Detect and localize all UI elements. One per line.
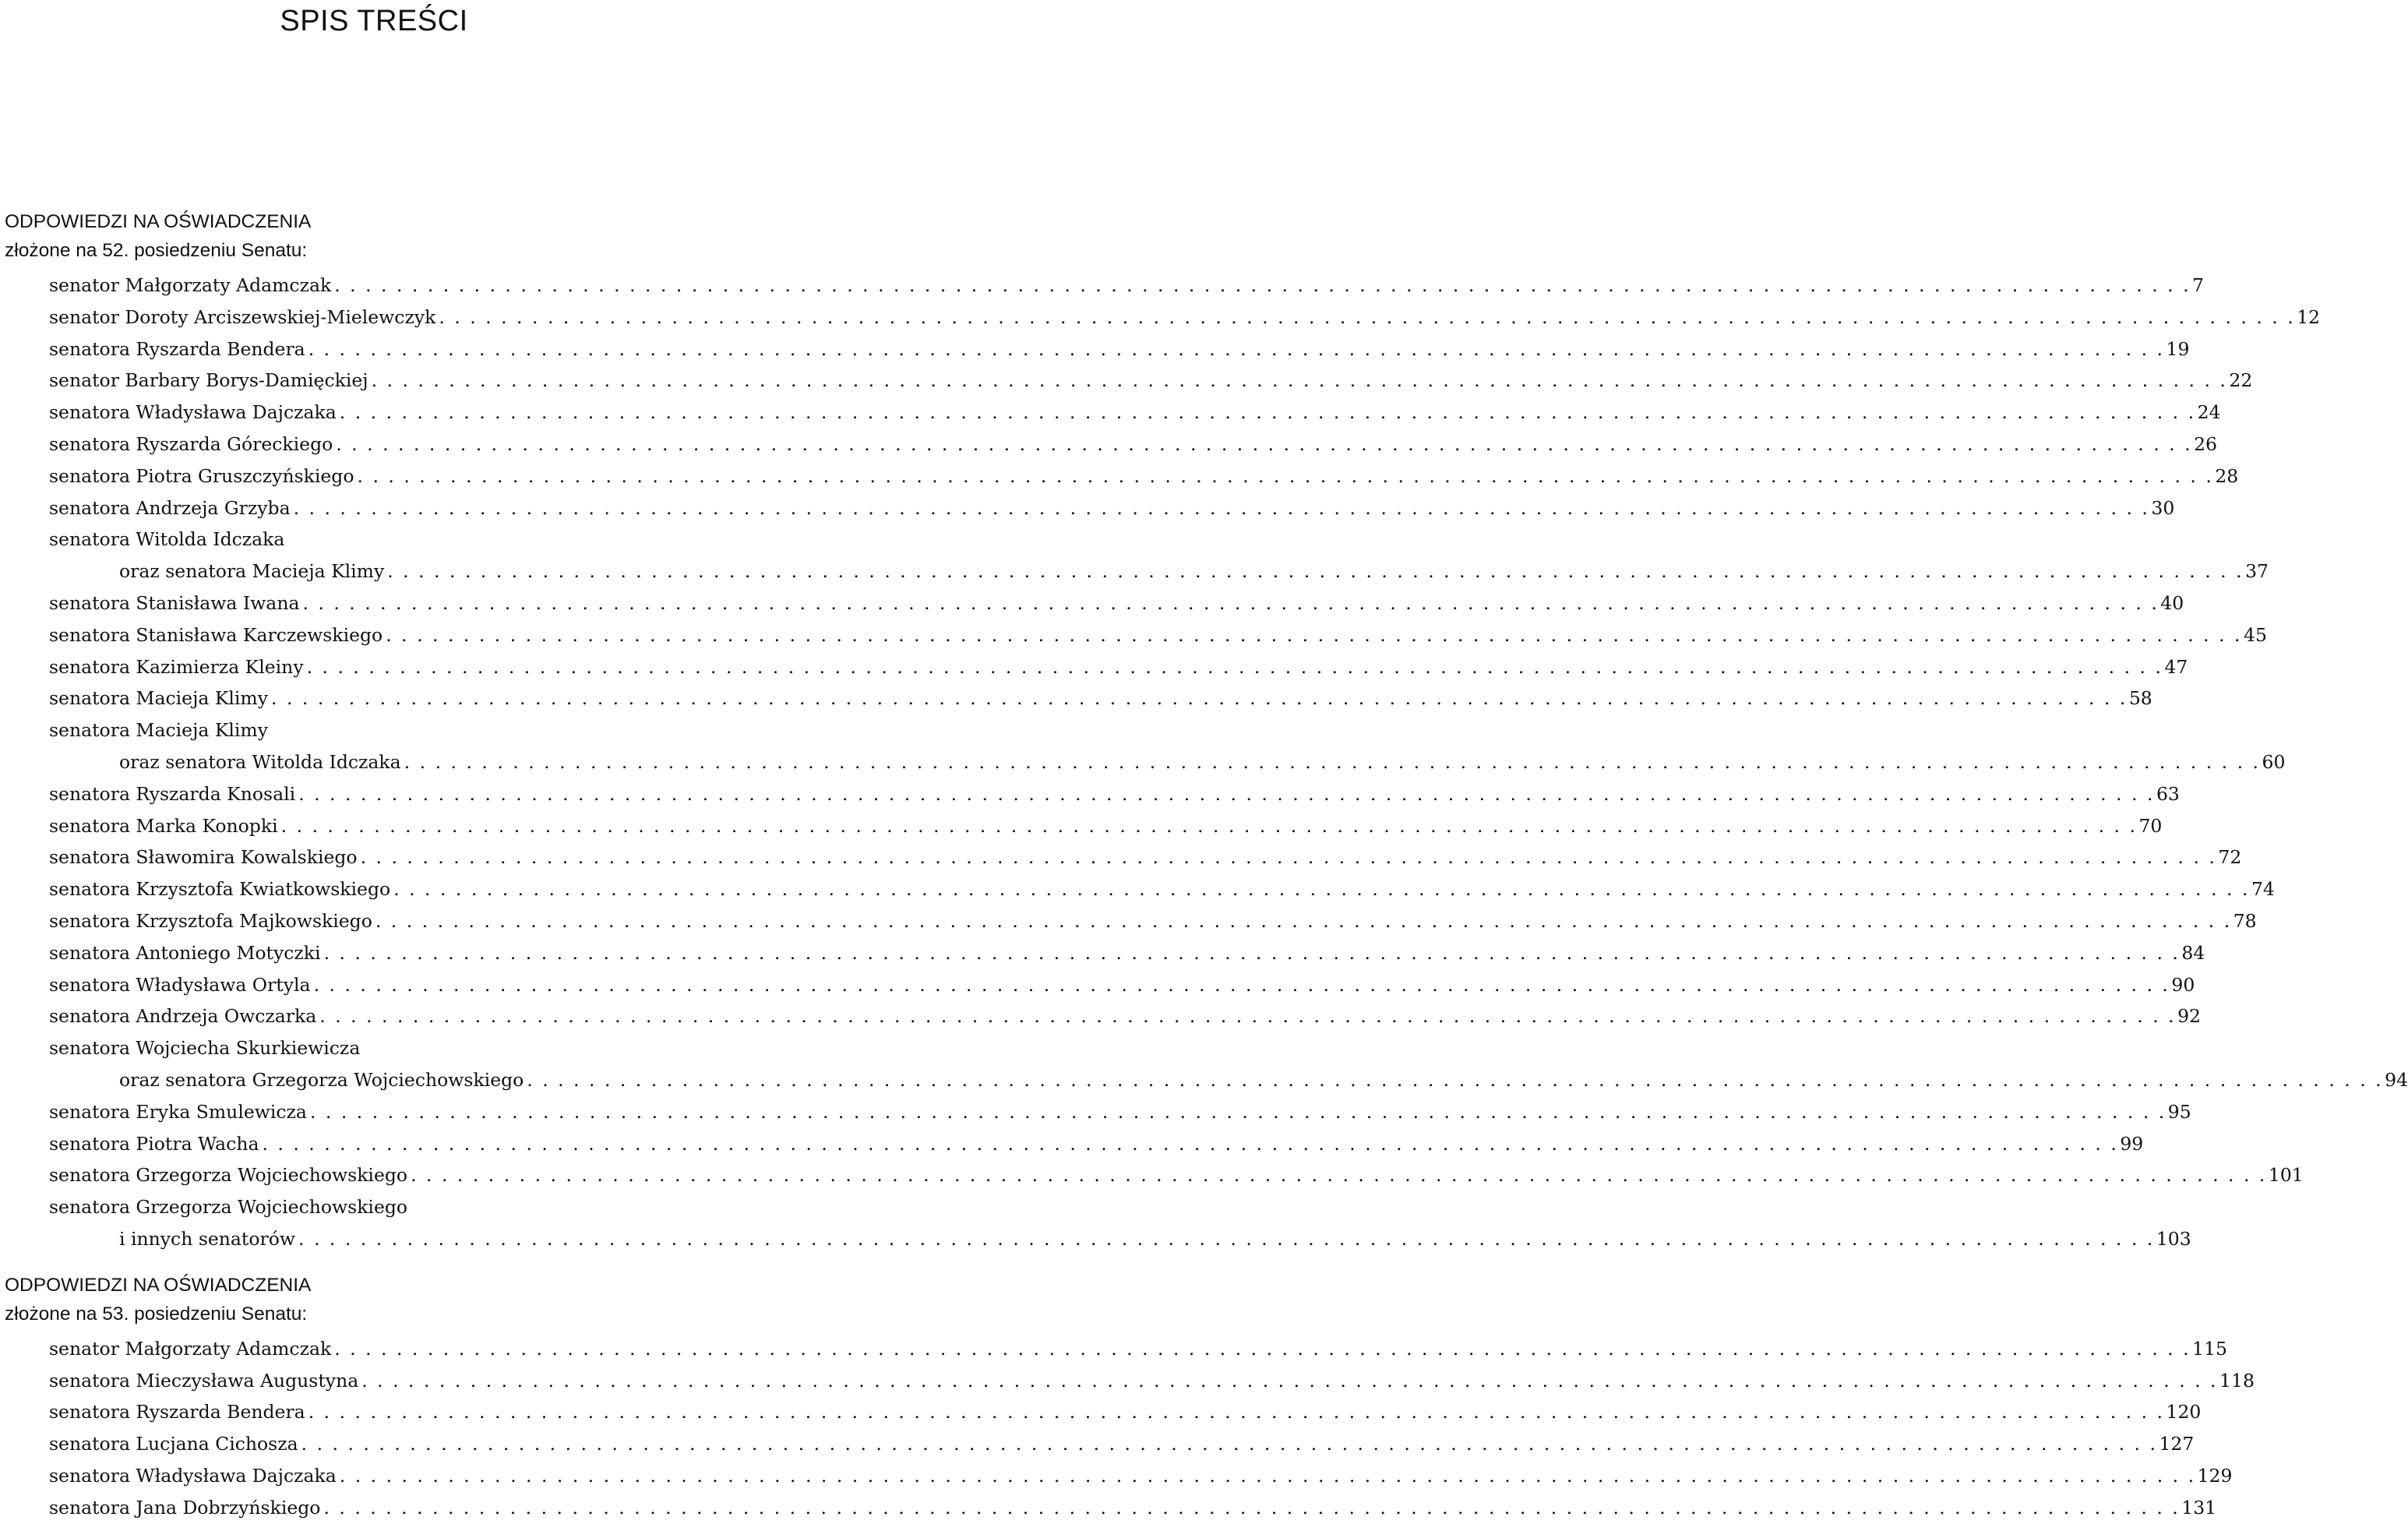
dot-leader: . . . . . . . . . . . . . . . . . . . . . . . . . . . . . . . . . . . . . . . . . . . . . . . . . . . . . . . . . . . . . . . . . . . . . . . . . . . . . . . . . . . . . . . . . . . . . . . . . . . . . . . . . . . . . . . . . . . . . . . . <box>271 687 2128 710</box>
toc-entry-name: senatora Andrzeja Grzyba <box>49 496 291 519</box>
toc-entry[interactable] <box>0 333 2190 365</box>
toc-entry[interactable] <box>0 1159 2304 1191</box>
toc-entry[interactable] <box>0 969 2195 1001</box>
toc-entry[interactable] <box>0 778 2180 810</box>
dot-leader: . . . . . . . . . . . . . . . . . . . . . . . . . . . . . . . . . . . . . . . . . . . . . . . . . . . . . . . . . . . . . . . . . . . . . . . . . . . . . . . . . . . . . . . . . . . . . . . . . . . . . . . . . . . . . . . . . . . . . . . . <box>308 337 2165 360</box>
toc-entry-page: 70 <box>2138 814 2163 837</box>
toc-entry-name: senatora Ryszarda Bendera <box>49 337 305 360</box>
section-subheading: złożone na 53. posiedzeniu Senatu: <box>5 1303 308 1325</box>
dot-leader: . . . . . . . . . . . . . . . . . . . . . . . . . . . . . . . . . . . . . . . . . . . . . . . . . . . . . . . . . . . . . . . . . . . . . . . . . . . . . . . . . . . . . . . . . . . . . . . . . . . . . . . . . . . . . . . . . . . . . . . . <box>306 655 2163 678</box>
toc-entry-page: 127 <box>2159 1433 2195 1455</box>
dot-leader: . . . . . . . . . . . . . . . . . . . . . . . . . . . . . . . . . . . . . . . . . . . . . . . . . . . . . . . . . . . . . . . . . . . . . . . . . . . . . . . . . . . . . . . . . . . . . . . . . . . . . . . . . . . . . . . . . . . . . . . . <box>360 846 2217 869</box>
toc-entry[interactable] <box>0 1365 2255 1397</box>
toc-entry-name: senatora Ryszarda Bendera <box>49 1401 305 1423</box>
toc-entry-name: senatora Andrzeja Owczarka <box>49 1005 317 1028</box>
toc-entry-name: senator Doroty Arciszewskiej-Mielewczyk <box>49 305 436 328</box>
toc-entry-name: senatora Kazimierza Kleiny <box>49 655 304 678</box>
toc-entry-name: oraz senatora Witolda Idczaka <box>119 750 401 773</box>
toc-entry[interactable] <box>0 1396 2202 1428</box>
toc-entry[interactable] <box>0 1428 2195 1460</box>
dot-leader: . . . . . . . . . . . . . . . . . . . . . . . . . . . . . . . . . . . . . . . . . . . . . . . . . . . . . . . . . . . . . . . . . . . . . . . . . . . . . . . . . . . . . . . . . . . . . . . . . . . . . . . . . . . . . . . . . . . . . . . . <box>361 1369 2219 1392</box>
toc-entry-first-line: senatora Wojciecha Skurkiewicza <box>49 1037 361 1060</box>
toc-entry-page: 22 <box>2229 369 2253 392</box>
toc-entry[interactable] <box>0 587 2184 619</box>
toc-entry-page: 95 <box>2167 1100 2191 1123</box>
dot-leader: . . . . . . . . . . . . . . . . . . . . . . . . . . . . . . . . . . . . . . . . . . . . . . . . . . . . . . . . . . . . . . . . . . . . . . . . . . . . . . . . . . . . . . . . . . . . . . . . . . . . . . . . . . . . . . . . . . . . . . . . <box>411 1164 2267 1187</box>
page-title: SPIS TREŚCI <box>280 5 468 37</box>
toc-entry-page: 92 <box>2177 1005 2202 1028</box>
toc-entry-list <box>0 270 2408 1255</box>
dot-leader: . . . . . . . . . . . . . . . . . . . . . . . . . . . . . . . . . . . . . . . . . . . . . . . . . . . . . . . . . . . . . . . . . . . . . . . . . . . . . . . . . . . . . . . . . . . . . . . . . . . . . . . . . . . . . . . . . . . . . . . . <box>371 369 2228 392</box>
toc-entry-name: senatora Stanisława Iwana <box>49 591 300 614</box>
toc-entry-name: senatora Marka Konopki <box>49 814 278 837</box>
toc-entry-page: 63 <box>2156 782 2180 805</box>
toc-section <box>0 1271 2255 1524</box>
dot-leader: . . . . . . . . . . . . . . . . . . . . . . . . . . . . . . . . . . . . . . . . . . . . . . . . . . . . . . . . . . . . . . . . . . . . . . . . . . . . . . . . . . . . . . . . . . . . . . . . . . . . . . . . . . . . . . . . . . . . . . . . <box>323 941 2181 964</box>
dot-leader: . . . . . . . . . . . . . . . . . . . . . . . . . . . . . . . . . . . . . . . . . . . . . . . . . . . . . . . . . . . . . . . . . . . . . . . . . . . . . . . . . . . . . . . . . . . . . . . . . . . . . . . . . . . . . . . . . . . . . . . . <box>527 1068 2384 1091</box>
toc-entry[interactable] <box>0 905 2257 937</box>
toc-entry[interactable] <box>0 1064 2408 1096</box>
section-subheading: złożone na 52. posiedzeniu Senatu: <box>5 240 308 261</box>
toc-entry-name: senatora Mieczysława Augustyna <box>49 1369 359 1392</box>
toc-entry-first-line: senatora Macieja Klimy <box>49 719 268 742</box>
toc-entry-page: 45 <box>2244 623 2267 646</box>
toc-entry-name: oraz senatora Macieja Klimy <box>119 560 385 583</box>
toc-entry-name: senatora Ryszarda Knosali <box>49 782 296 805</box>
toc-entry-name: senatora Grzegorza Wojciechowskiego <box>49 1164 408 1187</box>
toc-entry[interactable] <box>0 746 2286 778</box>
toc-entry[interactable] <box>0 1128 2144 1160</box>
toc-entry-name: senatora Jana Dobrzyńskiego <box>49 1496 321 1519</box>
toc-entry[interactable] <box>0 1460 2233 1492</box>
toc-entry-name: senatora Stanisława Karczewskiego <box>49 623 383 646</box>
dot-leader: . . . . . . . . . . . . . . . . . . . . . . . . . . . . . . . . . . . . . . . . . . . . . . . . . . . . . . . . . . . . . . . . . . . . . . . . . . . . . . . . . . . . . . . . . . . . . . . . . . . . . . . . . . . . . . . . . . . . . . . . <box>339 1464 2196 1487</box>
toc-entry-name: senatora Krzysztofa Majkowskiego <box>49 909 372 932</box>
dot-leader: . . . . . . . . . . . . . . . . . . . . . . . . . . . . . . . . . . . . . . . . . . . . . . . . . . . . . . . . . . . . . . . . . . . . . . . . . . . . . . . . . . . . . . . . . . . . . . . . . . . . . . . . . . . . . . . . . . . . . . . . <box>339 401 2196 424</box>
toc-entry[interactable] <box>0 619 2267 651</box>
toc-entry[interactable] <box>0 492 2175 524</box>
dot-leader: . . . . . . . . . . . . . . . . . . . . . . . . . . . . . . . . . . . . . . . . . . . . . . . . . . . . . . . . . . . . . . . . . . . . . . . . . . . . . . . . . . . . . . . . . . . . . . . . . . . . . . . . . . . . . . . . . . . . . . . . <box>298 1227 2155 1250</box>
toc-entry[interactable] <box>0 651 2188 683</box>
toc-entry-name: senatora Macieja Klimy <box>49 687 268 710</box>
toc-entry-page: 12 <box>2297 305 2321 328</box>
dot-leader: . . . . . . . . . . . . . . . . . . . . . . . . . . . . . . . . . . . . . . . . . . . . . . . . . . . . . . . . . . . . . . . . . . . . . . . . . . . . . . . . . . . . . . . . . . . . . . . . . . . . . . . . . . . . . . . . . . . . . . . . <box>386 623 2243 646</box>
toc-entry-name: senatora Antoniego Motyczki <box>49 941 321 964</box>
toc-entry-list <box>0 1333 2255 1524</box>
dot-leader: . . . . . . . . . . . . . . . . . . . . . . . . . . . . . . . . . . . . . . . . . . . . . . . . . . . . . . . . . . . . . . . . . . . . . . . . . . . . . . . . . . . . . . . . . . . . . . . . . . . . . . . . . . . . . . . . . . . . . . . . <box>387 560 2244 583</box>
dot-leader: . . . . . . . . . . . . . . . . . . . . . . . . . . . . . . . . . . . . . . . . . . . . . . . . . . . . . . . . . . . . . . . . . . . . . . . . . . . . . . . . . . . . . . . . . . . . . . . . . . . . . . . . . . . . . . . . . . . . . . . . <box>319 1005 2177 1028</box>
toc-section <box>0 207 2408 1255</box>
toc-entry-page: 30 <box>2151 496 2175 519</box>
dot-leader: . . . . . . . . . . . . . . . . . . . . . . . . . . . . . . . . . . . . . . . . . . . . . . . . . . . . . . . . . . . . . . . . . . . . . . . . . . . . . . . . . . . . . . . . . . . . . . . . . . . . . . . . . . . . . . . . . . . . . . . . <box>313 973 2170 996</box>
toc-entry-page: 28 <box>2215 464 2239 487</box>
dot-leader: . . . . . . . . . . . . . . . . . . . . . . . . . . . . . . . . . . . . . . . . . . . . . . . . . . . . . . . . . . . . . . . . . . . . . . . . . . . . . . . . . . . . . . . . . . . . . . . . . . . . . . . . . . . . . . . . . . . . . . . . <box>439 305 2296 328</box>
toc-entry-name: senatora Lucjana Cichosza <box>49 1433 298 1455</box>
toc-entry-page: 99 <box>2120 1132 2144 1155</box>
toc-entry-page: 84 <box>2181 941 2205 964</box>
toc-entry-page: 60 <box>2262 750 2286 773</box>
dot-leader: . . . . . . . . . . . . . . . . . . . . . . . . . . . . . . . . . . . . . . . . . . . . . . . . . . . . . . . . . . . . . . . . . . . . . . . . . . . . . . . . . . . . . . . . . . . . . . . . . . . . . . . . . . . . . . . . . . . . . . . . <box>280 814 2138 837</box>
toc-entry-first-line: senatora Witolda Idczaka <box>49 528 285 551</box>
toc-entry-page: 24 <box>2197 401 2221 424</box>
dot-leader: . . . . . . . . . . . . . . . . . . . . . . . . . . . . . . . . . . . . . . . . . . . . . . . . . . . . . . . . . . . . . . . . . . . . . . . . . . . . . . . . . . . . . . . . . . . . . . . . . . . . . . . . . . . . . . . . . . . . . . . . <box>323 1496 2181 1519</box>
dot-leader: . . . . . . . . . . . . . . . . . . . . . . . . . . . . . . . . . . . . . . . . . . . . . . . . . . . . . . . . . . . . . . . . . . . . . . . . . . . . . . . . . . . . . . . . . . . . . . . . . . . . . . . . . . . . . . . . . . . . . . . . <box>404 750 2261 773</box>
dot-leader: . . . . . . . . . . . . . . . . . . . . . . . . . . . . . . . . . . . . . . . . . . . . . . . . . . . . . . . . . . . . . . . . . . . . . . . . . . . . . . . . . . . . . . . . . . . . . . . . . . . . . . . . . . . . . . . . . . . . . . . . <box>309 1100 2166 1123</box>
toc-entry[interactable] <box>0 270 2204 302</box>
toc-entry[interactable] <box>0 397 2221 429</box>
toc-entry-name: i innych senatorów <box>119 1227 296 1250</box>
toc-entry-page: 120 <box>2166 1401 2202 1423</box>
toc-entry[interactable] <box>0 1333 2227 1365</box>
dot-leader: . . . . . . . . . . . . . . . . . . . . . . . . . . . . . . . . . . . . . . . . . . . . . . . . . . . . . . . . . . . . . . . . . . . . . . . . . . . . . . . . . . . . . . . . . . . . . . . . . . . . . . . . . . . . . . . . . . . . . . . . <box>393 878 2250 901</box>
toc-entry[interactable] <box>0 841 2242 873</box>
toc-entry-name: senatora Eryka Smulewicza <box>49 1100 307 1123</box>
toc-sections <box>0 207 2408 1523</box>
dot-leader: . . . . . . . . . . . . . . . . . . . . . . . . . . . . . . . . . . . . . . . . . . . . . . . . . . . . . . . . . . . . . . . . . . . . . . . . . . . . . . . . . . . . . . . . . . . . . . . . . . . . . . . . . . . . . . . . . . . . . . . . <box>334 1337 2191 1360</box>
toc-entry-name: senatora Władysława Ortyla <box>49 973 311 996</box>
toc-entry[interactable] <box>0 429 2217 460</box>
toc-entry-page: 72 <box>2218 846 2242 869</box>
dot-leader: . . . . . . . . . . . . . . . . . . . . . . . . . . . . . . . . . . . . . . . . . . . . . . . . . . . . . . . . . . . . . . . . . . . . . . . . . . . . . . . . . . . . . . . . . . . . . . . . . . . . . . . . . . . . . . . . . . . . . . . . <box>302 591 2159 614</box>
toc-entry-name: senatora Piotra Gruszczyńskiego <box>49 464 354 487</box>
toc-entry[interactable] <box>0 1492 2217 1524</box>
toc-entry-name: senatora Krzysztofa Kwiatkowskiego <box>49 878 391 901</box>
toc-entry-page: 7 <box>2192 274 2204 296</box>
toc-entry-name: senator Małgorzaty Adamczak <box>49 1337 332 1360</box>
toc-entry-page: 78 <box>2233 909 2257 932</box>
toc-entry-name: senatora Władysława Dajczaka <box>49 401 337 424</box>
toc-entry-page: 115 <box>2192 1337 2227 1360</box>
toc-entry-name: senator Małgorzaty Adamczak <box>49 274 332 296</box>
toc-entry[interactable] <box>0 302 2321 333</box>
dot-leader: . . . . . . . . . . . . . . . . . . . . . . . . . . . . . . . . . . . . . . . . . . . . . . . . . . . . . . . . . . . . . . . . . . . . . . . . . . . . . . . . . . . . . . . . . . . . . . . . . . . . . . . . . . . . . . . . . . . . . . . . <box>334 274 2191 296</box>
toc-entry-page: 101 <box>2268 1164 2304 1187</box>
toc-entry-first-line: senatora Grzegorza Wojciechowskiego <box>49 1196 408 1219</box>
section-heading: ODPOWIEDZI NA OŚWIADCZENIA <box>5 1274 312 1296</box>
toc-entry[interactable] <box>0 1223 2191 1255</box>
toc-entry-page: 90 <box>2171 973 2195 996</box>
dot-leader: . . . . . . . . . . . . . . . . . . . . . . . . . . . . . . . . . . . . . . . . . . . . . . . . . . . . . . . . . . . . . . . . . . . . . . . . . . . . . . . . . . . . . . . . . . . . . . . . . . . . . . . . . . . . . . . . . . . . . . . . <box>308 1401 2165 1423</box>
toc-entry[interactable] <box>0 460 2239 492</box>
toc-entry-page: 40 <box>2160 591 2184 614</box>
toc-entry-name: senatora Ryszarda Góreckiego <box>49 432 333 455</box>
dot-leader: . . . . . . . . . . . . . . . . . . . . . . . . . . . . . . . . . . . . . . . . . . . . . . . . . . . . . . . . . . . . . . . . . . . . . . . . . . . . . . . . . . . . . . . . . . . . . . . . . . . . . . . . . . . . . . . . . . . . . . . . <box>293 496 2150 519</box>
toc-entry-page: 131 <box>2181 1496 2217 1519</box>
toc-entry[interactable] <box>0 810 2163 842</box>
toc-entry-name: senatora Władysława Dajczaka <box>49 1464 337 1487</box>
dot-leader: . . . . . . . . . . . . . . . . . . . . . . . . . . . . . . . . . . . . . . . . . . . . . . . . . . . . . . . . . . . . . . . . . . . . . . . . . . . . . . . . . . . . . . . . . . . . . . . . . . . . . . . . . . . . . . . . . . . . . . . . <box>298 782 2155 805</box>
toc-entry[interactable] <box>0 683 2152 714</box>
toc-entry[interactable] <box>0 1000 2202 1032</box>
toc-entry-name: senator Barbary Borys-Damięckiej <box>49 369 368 392</box>
toc-entry-name: oraz senatora Grzegorza Wojciechowskiego <box>119 1068 524 1091</box>
section-heading: ODPOWIEDZI NA OŚWIADCZENIA <box>5 211 312 232</box>
dot-leader: . . . . . . . . . . . . . . . . . . . . . . . . . . . . . . . . . . . . . . . . . . . . . . . . . . . . . . . . . . . . . . . . . . . . . . . . . . . . . . . . . . . . . . . . . . . . . . . . . . . . . . . . . . . . . . . . . . . . . . . . <box>357 464 2214 487</box>
toc-entry[interactable] <box>0 937 2205 969</box>
toc-entry-page: 74 <box>2251 878 2275 901</box>
toc-entry-page: 19 <box>2166 337 2190 360</box>
toc-entry[interactable] <box>0 365 2253 397</box>
dot-leader: . . . . . . . . . . . . . . . . . . . . . . . . . . . . . . . . . . . . . . . . . . . . . . . . . . . . . . . . . . . . . . . . . . . . . . . . . . . . . . . . . . . . . . . . . . . . . . . . . . . . . . . . . . . . . . . . . . . . . . . . <box>301 1433 2158 1455</box>
dot-leader: . . . . . . . . . . . . . . . . . . . . . . . . . . . . . . . . . . . . . . . . . . . . . . . . . . . . . . . . . . . . . . . . . . . . . . . . . . . . . . . . . . . . . . . . . . . . . . . . . . . . . . . . . . . . . . . . . . . . . . . . <box>262 1132 2119 1155</box>
toc-entry[interactable] <box>0 556 2269 587</box>
toc-entry[interactable] <box>0 873 2275 905</box>
dot-leader: . . . . . . . . . . . . . . . . . . . . . . . . . . . . . . . . . . . . . . . . . . . . . . . . . . . . . . . . . . . . . . . . . . . . . . . . . . . . . . . . . . . . . . . . . . . . . . . . . . . . . . . . . . . . . . . . . . . . . . . . <box>375 909 2232 932</box>
toc-entry-name: senatora Sławomira Kowalskiego <box>49 846 358 869</box>
toc-entry-page: 129 <box>2197 1464 2233 1487</box>
toc-entry-page: 118 <box>2219 1369 2255 1392</box>
toc-entry-page: 103 <box>2156 1227 2191 1250</box>
toc-entry-page: 26 <box>2194 432 2217 455</box>
dot-leader: . . . . . . . . . . . . . . . . . . . . . . . . . . . . . . . . . . . . . . . . . . . . . . . . . . . . . . . . . . . . . . . . . . . . . . . . . . . . . . . . . . . . . . . . . . . . . . . . . . . . . . . . . . . . . . . . . . . . . . . . <box>336 432 2193 455</box>
toc-entry-page: 47 <box>2164 655 2188 678</box>
toc-entry-page: 37 <box>2245 560 2269 583</box>
toc-entry-name: senatora Piotra Wacha <box>49 1132 259 1155</box>
toc-entry-page: 58 <box>2128 687 2152 710</box>
toc-entry-page: 94 <box>2385 1068 2408 1091</box>
toc-entry[interactable] <box>0 1096 2191 1128</box>
